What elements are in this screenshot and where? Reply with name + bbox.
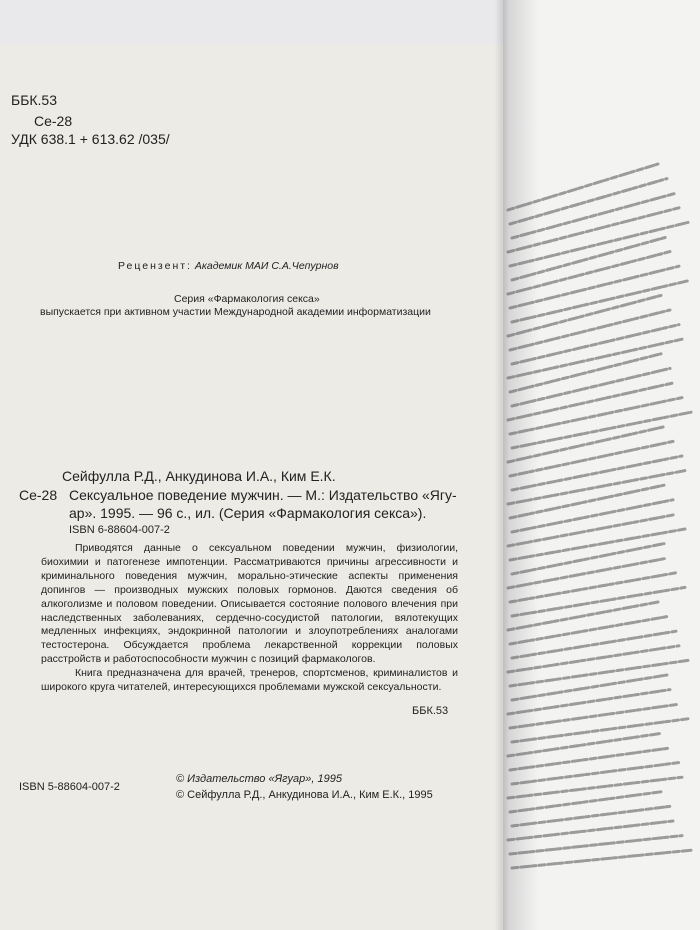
right-page-text-line [508,558,667,588]
right-page-text-line [510,836,682,854]
reviewer-label: Рецензент: [118,260,192,272]
right-page-text-line [508,602,658,630]
abstract [41,542,458,695]
right-page-text-line [512,850,691,868]
catalog-isbn: ISBN 6-88604-007-2 [69,524,170,536]
reviewer-name: Академик МАИ С.А.Чепурнов [194,260,339,272]
series-title: Серия «Фармакология секса» [174,293,320,305]
right-page-text-line [510,704,679,728]
bbk-bottom: ББК.53 [412,705,449,717]
catalog-margin-code: Се-28 [19,487,58,503]
right-page-text-line [510,573,676,602]
author-mark-code: Се-28 [34,113,73,129]
right-page-text-line [512,675,667,700]
right-page-text-line [510,617,667,644]
left-page [0,44,505,930]
right-page [503,0,700,930]
series-note: выпускается при активном участии Международной академии информатизации [40,306,431,318]
udk-code: УДК 638.1 + 613.62 /035/ [11,131,170,147]
right-page-text-line [512,631,676,658]
copyright-publisher: © Издательство «Ягуар», 1995 [176,773,342,785]
bbk-code: ББК.53 [11,92,57,108]
right-page-text-lines [503,0,700,930]
right-page-text-line [508,646,679,672]
right-page-text-line [512,719,688,742]
copyright-authors: © Сейфулла Р.Д., Анкудинова И.А., Ким Е.К., 1995 [176,789,433,801]
right-page-text-line [510,660,688,686]
right-page-text-line [512,544,664,574]
right-page-text-line [510,441,673,476]
abstract-paragraph: Книга предназначена для врачей, тренеров, спортсменов, криминалистов и широкого круга читателей, интересующихся проблемами мужской сексуальности. [41,667,458,694]
catalog-authors: Сейфулла Р.Д., Анкудинова И.А., Ким Е.К. [62,468,336,484]
reviewer-line [118,260,339,272]
abstract-paragraph: Приводятся данные о сексуальном поведении мужчин, физиологии, биохимии и патогенезе импотенции. Рассматриваются причины агрессивности и криминального поведения мужчин, морально-этические аспекты применения допингов — производных мужских половых гормонов. Даются сведения об алкоголизме и половом поведении. Описывается состояние полового влечения при наследственных заболеваниях, сердечно-сосудистой патологии, вялотекущих медленных инфекциях, эндокринной патологии и злоупотреблениях аналогами тестостерона. Обсуждается проблема лекарственной коррекции половых расстройств и работоспособности мужчин с позиций фармакологов. [41,542,458,666]
catalog-title-line-2: ар». 1995. — 96 с., ил. (Серия «Фармакология секса»). [69,505,427,521]
right-page-text-line [508,514,676,546]
isbn-bottom: ISBN 5-88604-007-2 [19,781,120,793]
right-page-text-line [512,500,673,532]
right-page-text-line [512,456,682,490]
catalog-title-line-1: Сексуальное поведение мужчин. — М.: Издательство «Ягу- [69,487,457,503]
book-gutter [495,0,509,930]
